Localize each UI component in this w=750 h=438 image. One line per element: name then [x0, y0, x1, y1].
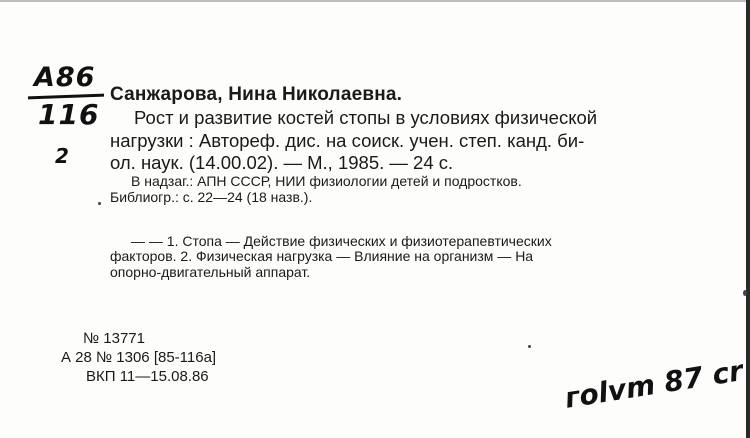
subject-line: факторов. 2. Физическая нагрузка — Влияние на организм — На — [110, 248, 534, 264]
ink-speck — [98, 202, 101, 205]
ink-speck — [528, 345, 531, 348]
ink-speck — [743, 290, 747, 296]
notes-line: Библиогр.: с. 22—24 (18 назв.). — [110, 189, 313, 205]
handwritten-mark: 2 — [55, 144, 69, 168]
subject-line: опорно-двигательный аппарат. — [110, 264, 311, 280]
notes-line: В надзаг.: АПН СССР, НИИ физиологии детей и подростков. — [131, 173, 522, 189]
accession-number: А 28 № 1306 [85-116а] — [61, 349, 217, 366]
title-line: Рост и развитие костей стопы в условиях физической — [134, 107, 598, 128]
handwritten-signature: гоlvm 87 сr — [562, 354, 746, 415]
registry-line: ВКП 11—15.08.86 — [86, 368, 209, 385]
title-line: нагрузки : Автореф. дис. на соиск. учен. степ. канд. би- — [110, 130, 585, 151]
record-number: № 13771 — [83, 330, 145, 347]
shelf-mark-bottom: 116 — [38, 98, 100, 131]
card-right-edge — [746, 0, 750, 438]
title-line: ол. наук. (14.00.02). — М., 1985. — 24 с. — [110, 152, 454, 173]
card-top-edge — [0, 0, 750, 2]
shelf-mark-top: А86 — [34, 62, 96, 93]
subject-line: — — 1. Стопа — Действие физических и физиотерапевтических — [131, 233, 552, 249]
author-heading: Санжарова, Нина Николаевна. — [110, 84, 403, 105]
